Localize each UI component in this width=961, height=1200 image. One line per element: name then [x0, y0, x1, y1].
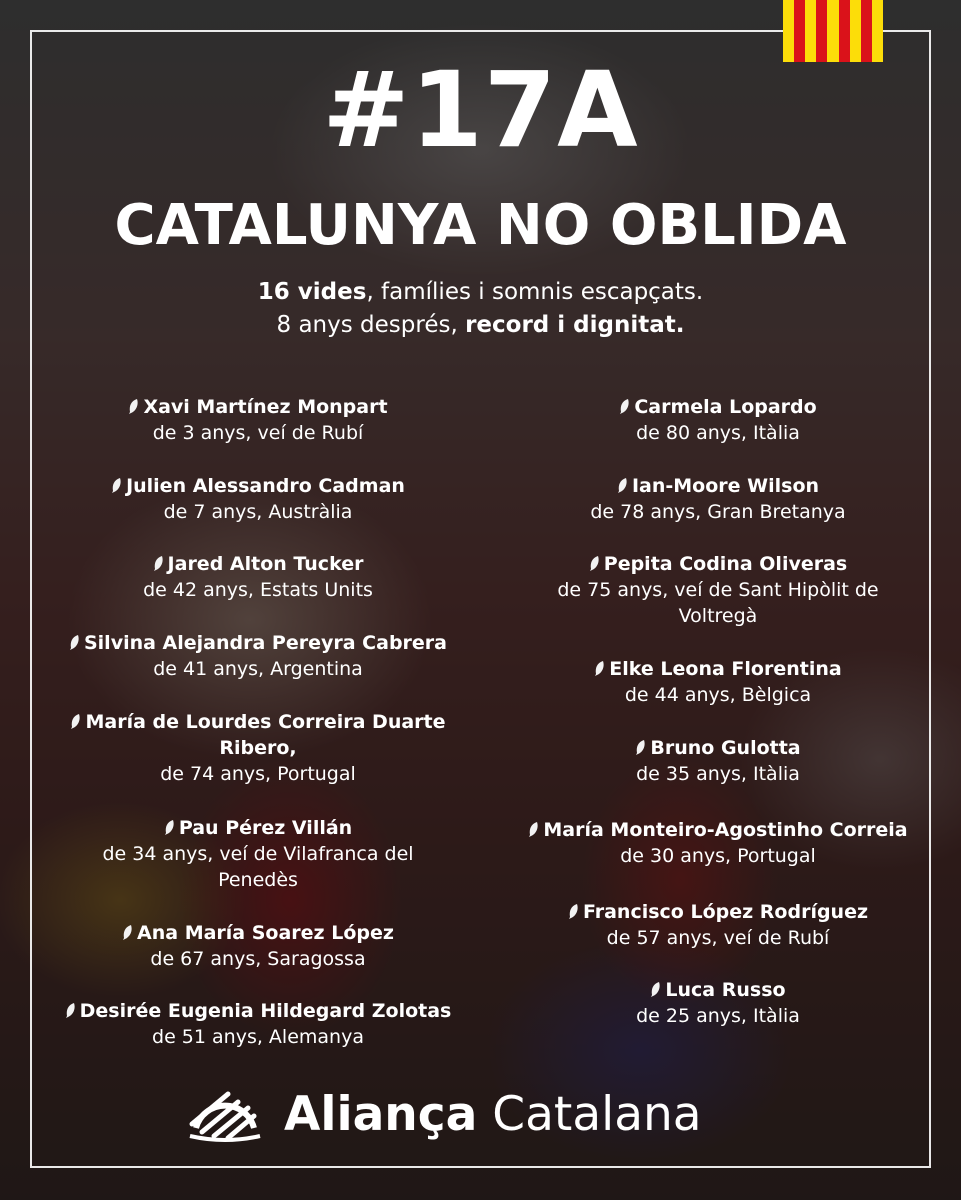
victim-description: de 7 anys, Austràlia: [163, 501, 353, 523]
victim-description: Voltregà: [678, 605, 758, 627]
victim-name-cont: Ribero,: [219, 737, 297, 759]
main-subtitle: CATALUNYA NO OBLIDA: [114, 193, 847, 258]
flag-stripe: [872, 0, 883, 62]
victim-name: Ana María Soarez López: [38, 920, 478, 946]
victim-description: de 74 anys, Portugal: [160, 763, 356, 785]
victim-name: Bruno Gulotta: [498, 735, 938, 761]
flag-stripe: [805, 0, 816, 62]
victim-name: Luca Russo: [498, 977, 938, 1003]
victim-entry: [498, 551, 938, 629]
victim-name: Ian-Moore Wilson: [498, 473, 938, 499]
victim-name: Carmela Lopardo: [498, 394, 938, 420]
white-feather-icon: [635, 740, 646, 755]
white-feather-icon: [568, 904, 579, 919]
victim-description: de 67 anys, Saragossa: [150, 948, 366, 970]
catalan-flag-icon: [783, 0, 883, 62]
victim-entry: [498, 656, 938, 708]
victim-description: de 41 anys, Argentina: [153, 658, 363, 680]
white-feather-icon: [594, 661, 605, 676]
white-feather-icon: [164, 820, 175, 835]
white-feather-icon: [122, 925, 133, 940]
intro-line-1: 16 vides, famílies i somnis escapçats.: [257, 279, 704, 305]
white-feather-icon: [111, 478, 122, 493]
victim-description: de 34 anys, veí de Vilafranca del: [102, 843, 414, 865]
flag-stripe: [839, 0, 850, 62]
flag-stripe: [861, 0, 872, 62]
flag-stripe: [783, 0, 794, 62]
victim-name: Francisco López Rodríguez: [498, 899, 938, 925]
victim-entry: [498, 899, 938, 951]
victim-name: Silvina Alejandra Pereyra Cabrera: [38, 630, 478, 656]
victim-entry: [38, 920, 478, 972]
white-feather-icon: [617, 478, 628, 493]
flag-stripe: [794, 0, 805, 62]
victim-name: Julien Alessandro Cadman: [38, 473, 478, 499]
victim-name: María de Lourdes Correira Duarte: [38, 709, 478, 735]
white-feather-icon: [153, 556, 164, 571]
white-feather-icon: [650, 982, 661, 997]
victim-name: Elke Leona Florentina: [498, 656, 938, 682]
victim-description: Penedès: [218, 869, 298, 891]
victim-name: Desirée Eugenia Hildegard Zolotas: [38, 998, 478, 1024]
white-feather-icon: [528, 822, 539, 837]
victim-name: Pau Pérez Villán: [38, 815, 478, 841]
victim-description: de 80 anys, Itàlia: [636, 422, 800, 444]
victim-description: de 30 anys, Portugal: [620, 845, 816, 867]
brand-name: Aliança Catalana: [284, 1087, 702, 1142]
victim-entry: [498, 817, 938, 869]
intro-line-2: 8 anys després, record i dignitat.: [276, 312, 685, 338]
intro-text: [0, 276, 961, 342]
victim-description: de 78 anys, Gran Bretanya: [590, 501, 846, 523]
victim-name: Jared Alton Tucker: [38, 551, 478, 577]
victim-entry: [38, 551, 478, 603]
white-feather-icon: [589, 556, 600, 571]
victim-description: de 51 anys, Alemanya: [152, 1026, 364, 1048]
victim-entry: [498, 735, 938, 787]
white-feather-icon: [65, 1003, 76, 1018]
victim-name: Xavi Martínez Monpart: [38, 394, 478, 420]
victim-name: María Monteiro-Agostinho Correia: [498, 817, 938, 843]
victim-description: de 57 anys, veí de Rubí: [606, 927, 830, 949]
hashtag-title: #17A: [322, 49, 639, 171]
flag-stripe: [827, 0, 838, 62]
victim-entry: [38, 630, 478, 682]
flag-stripe: [850, 0, 861, 62]
victim-entry: [38, 394, 478, 446]
white-feather-icon: [69, 635, 80, 650]
victim-description: de 35 anys, Itàlia: [636, 763, 800, 785]
victim-description: de 25 anys, Itàlia: [636, 1005, 800, 1027]
white-feather-icon: [128, 399, 139, 414]
victim-entry: [38, 473, 478, 525]
victim-entry: [498, 394, 938, 446]
white-feather-icon: [70, 714, 81, 729]
victim-description: de 3 anys, veí de Rubí: [152, 422, 364, 444]
party-logo-icon: [188, 1084, 262, 1146]
victim-entry: [38, 815, 478, 893]
victim-entry: [38, 998, 478, 1050]
victim-entry: [498, 977, 938, 1029]
brand-logo: [188, 1080, 702, 1150]
victim-name: Pepita Codina Oliveras: [498, 551, 938, 577]
victim-description: de 42 anys, Estats Units: [143, 579, 373, 601]
flag-stripe: [816, 0, 827, 62]
white-feather-icon: [619, 399, 630, 414]
victim-entry: [498, 473, 938, 525]
victim-description: de 44 anys, Bèlgica: [624, 684, 812, 706]
victim-description: de 75 anys, veí de Sant Hipòlit de: [557, 579, 879, 601]
victim-entry: [38, 709, 478, 787]
